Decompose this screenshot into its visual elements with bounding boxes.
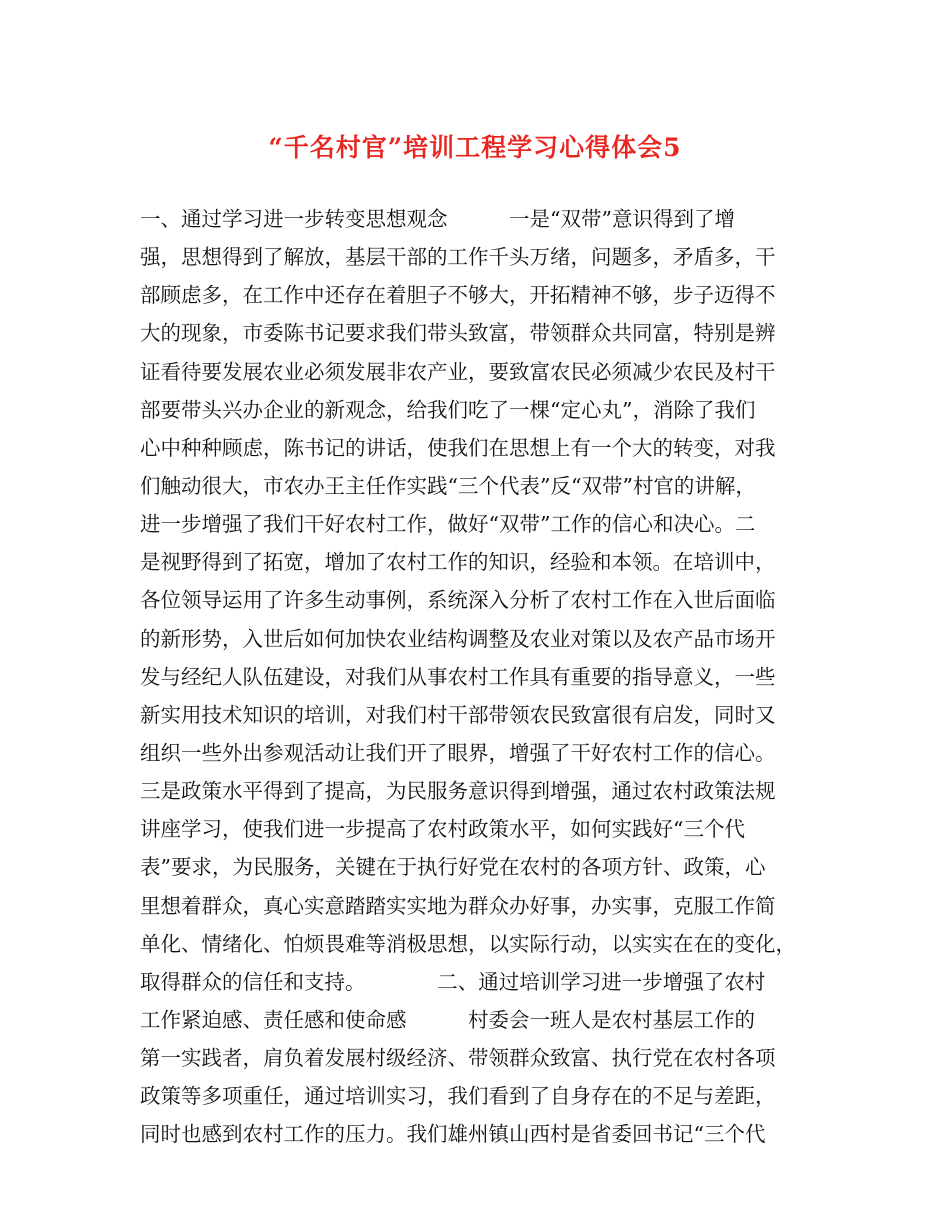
body-line: 的新形势，入世后如何加快农业结构调整及农业对策以及农产品市场开 <box>140 626 776 651</box>
body-line: 一、通过学习进一步转变思想观念 一是“双带”意识得到了增 <box>140 207 735 231</box>
body-line: 是视野得到了拓宽，增加了农村工作的知识，经验和本领。在培训中， <box>140 550 776 575</box>
body-line: 进一步增强了我们干好农村工作，做好“双带”工作的信心和决心。二 <box>140 512 756 537</box>
body-line: 里想着群众，真心实意踏踏实实地为群众办好事，办实事，克服工作简 <box>140 893 776 918</box>
body-line: 同时也感到农村工作的压力。我们雄州镇山西村是省委回书记“三个代 <box>140 1122 766 1147</box>
body-line: 们触动很大，市农办王主任作实践“三个代表”反“双带”村官的讲解， <box>140 473 756 498</box>
body-line: 三是政策水平得到了提高，为民服务意识得到增强，通过农村政策法规 <box>140 779 776 804</box>
body-line: 大的现象，市委陈书记要求我们带头致富，带领群众共同富，特别是辨 <box>140 321 776 346</box>
document-title: “千名村官”培训工程学习心得体会5 <box>268 133 682 162</box>
body-line: 政策等多项重任，通过培训实习，我们看到了自身存在的不足与差距， <box>140 1084 776 1109</box>
body-line: 证看待要发展农业必须发展非农产业，要致富农民必须减少农民及村干 <box>140 359 776 384</box>
body-line: 心中种种顾虑，陈书记的讲话，使我们在思想上有一个大的转变，对我 <box>140 435 776 460</box>
document-body <box>140 200 830 1154</box>
body-line: 讲座学习，使我们进一步提高了农村政策水平，如何实践好“三个代 <box>140 817 745 842</box>
body-line: 工作紧迫感、责任感和使命感 村委会一班人是农村基层工作的 <box>140 1007 755 1032</box>
body-line: 部要带头兴办企业的新观念，给我们吃了一棵“定心丸”，消除了我们 <box>140 397 756 422</box>
body-line: 取得群众的信任和支持。 二、通过培训学习进一步增强了农村 <box>140 969 766 994</box>
body-line: 第一实践者，肩负着发展村级经济、带领群众致富、执行党在农村各项 <box>140 1046 776 1071</box>
body-line: 组织一些外出参观活动让我们开了眼界，增强了干好农村工作的信心。 <box>140 740 776 765</box>
body-line: 单化、情绪化、怕烦畏难等消极思想，以实际行动，以实实在在的变化， <box>140 931 796 956</box>
body-line: 表”要求，为民服务，关键在于执行好党在农村的各项方针、政策，心 <box>140 855 766 880</box>
body-line: 部顾虑多，在工作中还存在着胆子不够大，开拓精神不够，步子迈得不 <box>140 283 776 308</box>
body-line: 各位领导运用了许多生动事例，系统深入分析了农村工作在入世后面临 <box>140 588 776 613</box>
body-line: 新实用技术知识的培训，对我们村干部带领农民致富很有启发，同时又 <box>140 702 776 727</box>
body-line: 强，思想得到了解放，基层干部的工作千头万绪，问题多，矛盾多，干 <box>140 245 776 270</box>
body-line: 发与经纪人队伍建设，对我们从事农村工作具有重要的指导意义，一些 <box>140 664 776 689</box>
